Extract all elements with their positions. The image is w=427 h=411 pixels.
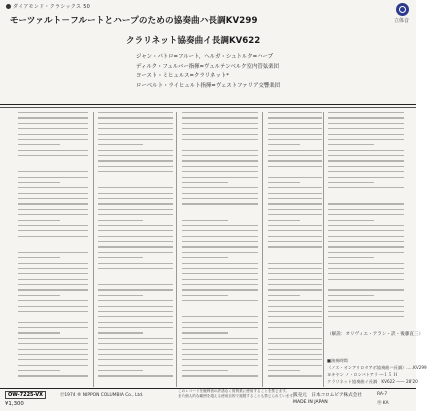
text-line [328,123,404,124]
text-line [328,112,404,113]
text-line [18,354,88,355]
text-line [98,150,173,151]
timing-info [327,357,427,385]
text-line [268,241,322,242]
text-line [18,338,88,339]
column-divider [262,112,263,387]
text-line [182,252,258,253]
text-line [182,349,258,350]
title-line-1: モーツァルト－フルートとハープのための協奏曲ハ長調KV299 [10,16,258,26]
text-line [268,279,322,280]
text-line [18,263,88,264]
text-line [182,112,258,113]
text-line [18,209,88,210]
text-line [268,198,322,199]
text-line [268,370,300,371]
text-line [268,209,322,210]
text-line [182,343,258,344]
text-line [268,354,322,355]
text-line [268,230,322,231]
text-line [182,134,258,135]
text-line [328,160,404,161]
text-line [182,209,258,210]
credit-line: ヨースト・ミヒェルス=クラリネット* [136,73,229,80]
text-line [268,123,322,124]
text-line [18,123,88,124]
text-line [268,139,322,140]
text-line [98,354,173,355]
text-line [328,295,374,296]
text-line [328,306,404,307]
text-line [18,343,88,344]
text-line [98,268,173,269]
text-line [98,198,173,199]
text-line [328,268,404,269]
text-line [328,171,404,172]
text-line [18,144,60,145]
text-line [268,343,322,344]
text-line [182,203,258,204]
diamond-mark-icon [6,4,11,9]
info-line: （ノス・オンアリロタアボ協奏曲ハ長調）..…KV299 [327,365,427,370]
series-text: ダイアモンド・クラシックス 50 [13,4,91,10]
text-line [182,327,258,328]
text-line [328,230,404,231]
text-line [182,338,258,339]
column-divider [176,112,177,387]
text-line [98,295,143,296]
text-line [328,139,404,140]
text-line [268,193,322,194]
text-line [268,225,322,226]
text-line [18,268,88,269]
text-line [18,166,88,167]
text-line [18,220,60,221]
text-line [328,284,404,285]
text-line [18,289,88,290]
text-line [98,160,173,161]
text-line [18,214,88,215]
text-line [18,236,88,237]
text-line [18,134,88,135]
text-line [268,268,322,269]
text-line [268,144,300,145]
text-line [328,166,404,167]
text-line [268,187,322,188]
text-line [18,112,88,113]
text-line [268,203,322,204]
text-line [182,230,258,231]
text-line [328,289,404,290]
text-line [268,375,322,376]
text-line [98,144,143,145]
text-line [182,354,258,355]
text-line [268,112,322,113]
text-line [98,134,173,135]
legal-warning [178,389,296,399]
text-line [18,349,88,350]
text-line [328,203,404,204]
warning-line: また個人的な範囲を超える使用目的で複製することも禁じられています。 [178,394,297,399]
text-line [182,193,258,194]
text-line [328,252,404,253]
text-line [98,284,173,285]
text-column-4 [268,112,322,382]
text-line [18,332,60,333]
text-line [18,128,88,129]
text-line [18,177,88,178]
text-line [182,225,258,226]
text-line [268,263,322,264]
text-line [328,225,404,226]
text-line [18,257,60,258]
text-column-1 [18,112,88,382]
text-column-5 [328,112,404,327]
text-line [182,182,228,183]
text-line [18,306,88,307]
translator-note: （解説：オリヴィエ・アラン・訳・後藤直三） [327,332,424,337]
text-line [98,155,173,156]
text-line [328,182,374,183]
text-line [328,193,404,194]
text-line [182,123,258,124]
text-line [98,230,173,231]
text-line [268,359,322,360]
text-line [18,230,88,231]
catalog-number: OW-7225-VX [5,391,46,399]
text-line [268,171,322,172]
text-line [182,284,258,285]
text-line [268,155,322,156]
text-line [268,150,322,151]
text-line [328,214,404,215]
text-line [268,365,322,366]
text-line [268,117,322,118]
text-line [328,155,404,156]
text-line [98,246,173,247]
text-line [182,139,258,140]
text-line [18,241,88,242]
text-line [98,279,173,280]
text-line [18,150,88,151]
text-line [18,139,88,140]
text-line [182,166,258,167]
text-line [268,311,322,312]
text-line [98,370,143,371]
distributor: 販売元 日本コロムビア株式会社 [293,393,362,398]
text-line [328,150,404,151]
text-line [328,236,404,237]
text-line [18,295,60,296]
text-line [328,263,404,264]
text-line [18,273,88,274]
text-line [18,252,88,253]
stereo-label: 立体音 [393,18,409,24]
series-label [6,3,90,10]
text-line [98,187,173,188]
text-line [18,203,88,204]
text-line [18,193,88,194]
text-line [182,257,228,258]
text-line [268,177,322,178]
text-line [182,246,258,247]
text-line [98,177,173,178]
text-line [98,343,173,344]
text-line [18,375,88,376]
text-line [98,263,173,264]
text-line [98,359,173,360]
price: ¥1,300 [5,401,24,407]
columbia-logo-icon [396,3,409,16]
text-line [268,295,300,296]
text-line [18,327,88,328]
text-line [18,365,88,366]
text-line [98,182,143,183]
text-line [182,322,258,323]
text-line [268,316,322,317]
text-line [18,284,88,285]
text-line [98,139,173,140]
order-number: RA-7 [377,392,388,397]
text-line [328,257,374,258]
text-line [98,365,173,366]
text-line [182,375,258,376]
top-rule-thin [0,107,416,108]
text-line [98,209,173,210]
text-line [182,359,258,360]
text-line [98,241,173,242]
text-line [182,128,258,129]
text-line [98,316,173,317]
text-line [182,236,258,237]
made-in: MADE IN JAPAN [293,400,328,405]
text-line [328,300,404,301]
text-line [268,332,300,333]
text-line [182,187,258,188]
text-line [98,112,173,113]
text-line [182,214,258,215]
text-line [182,289,258,290]
info-line: クラリネット協奏曲イ長調 KV622 ―― 28'20 [327,379,418,384]
text-column-2 [98,112,173,382]
text-line [98,300,173,301]
text-line [182,300,258,301]
title-line-2: クラリネット協奏曲イ長調KV622 [126,36,261,46]
text-line [98,332,143,333]
text-line [328,311,404,312]
text-line [18,322,88,323]
text-line [268,306,322,307]
label-code: ㊥ KA [377,401,389,406]
text-line [98,117,173,118]
text-line [98,306,173,307]
text-line [98,123,173,124]
text-line [98,203,173,204]
text-line [268,236,322,237]
text-line [182,268,258,269]
text-line [328,117,404,118]
text-line [182,332,228,333]
warning-line: このレコードを権利者の許諾なく賃貸業に使用することを禁じます。 [178,389,290,393]
text-line [18,182,60,183]
text-line [18,155,88,156]
text-line [18,279,88,280]
text-line [182,117,258,118]
text-line [328,134,404,135]
text-line [98,252,173,253]
text-line [182,306,258,307]
text-line [98,322,173,323]
text-line [328,177,404,178]
text-line [18,160,88,161]
credit-line: ローベルト・ライヒェルト指揮=ヴェストファリア交響楽団 [136,82,281,89]
text-line [18,311,88,312]
text-line [268,289,322,290]
text-line [98,327,173,328]
top-rule [0,104,416,105]
credit-line: ディルク・フェルバー指揮=ヴュルテンベルク室内管弦楽団 [136,63,279,70]
text-line [182,365,258,366]
text-line [98,289,173,290]
text-line [268,128,322,129]
text-line [98,171,173,172]
text-line [268,134,322,135]
info-line: ■演奏時間 [327,358,348,363]
text-line [268,160,322,161]
text-line [268,338,322,339]
performer-credits [136,53,280,91]
text-line [182,316,258,317]
column-divider [93,112,94,387]
text-line [268,252,322,253]
text-line [182,171,258,172]
text-line [182,273,258,274]
text-line [98,225,173,226]
text-line [182,370,228,371]
text-line [18,225,88,226]
text-line [182,198,258,199]
text-line [268,182,300,183]
text-line [182,241,258,242]
text-line [268,214,322,215]
copyright: Ⓟ1974 ® NIPPON COLUMBIA Co., Ltd. [60,393,144,398]
text-line [18,316,88,317]
text-line [268,220,300,221]
text-line [18,171,88,172]
text-line [98,220,143,221]
text-line [268,246,322,247]
text-line [98,349,173,350]
text-line [328,220,374,221]
text-line [328,209,404,210]
text-line [268,257,300,258]
text-line [98,311,173,312]
text-line [182,150,258,151]
text-line [18,198,88,199]
text-line [328,316,404,317]
text-line [328,144,374,145]
text-line [18,117,88,118]
text-line [18,359,88,360]
text-line [98,273,173,274]
text-line [268,327,322,328]
text-line [328,246,404,247]
text-line [328,279,404,280]
text-line [182,155,258,156]
text-line [268,300,322,301]
text-line [182,160,258,161]
text-line [328,128,404,129]
text-line [268,322,322,323]
text-line [182,263,258,264]
text-line [328,241,404,242]
column-divider [323,112,324,387]
text-line [98,166,173,167]
text-line [98,338,173,339]
text-line [182,144,228,145]
text-line [182,279,258,280]
info-line: ヨキヤン ノ・ロンバトアラ ―１５ Ｈ [327,372,398,377]
text-line [18,187,88,188]
text-line [18,370,60,371]
text-line [18,300,88,301]
text-line [268,273,322,274]
text-line [328,273,404,274]
credit-line: ジャン・パトロ=フルート，ヘルガ・シュトルク=ハープ [136,54,274,60]
text-line [98,257,143,258]
text-line [328,198,404,199]
text-line [182,220,228,221]
text-line [98,193,173,194]
label-logo [388,3,409,24]
text-line [268,349,322,350]
text-line [98,214,173,215]
text-line [182,295,228,296]
text-line [328,187,404,188]
text-column-3 [182,112,258,382]
text-line [268,284,322,285]
text-line [98,375,173,376]
text-line [98,236,173,237]
text-line [98,128,173,129]
text-line [268,166,322,167]
text-line [182,177,258,178]
text-line [182,311,258,312]
text-line [18,246,88,247]
